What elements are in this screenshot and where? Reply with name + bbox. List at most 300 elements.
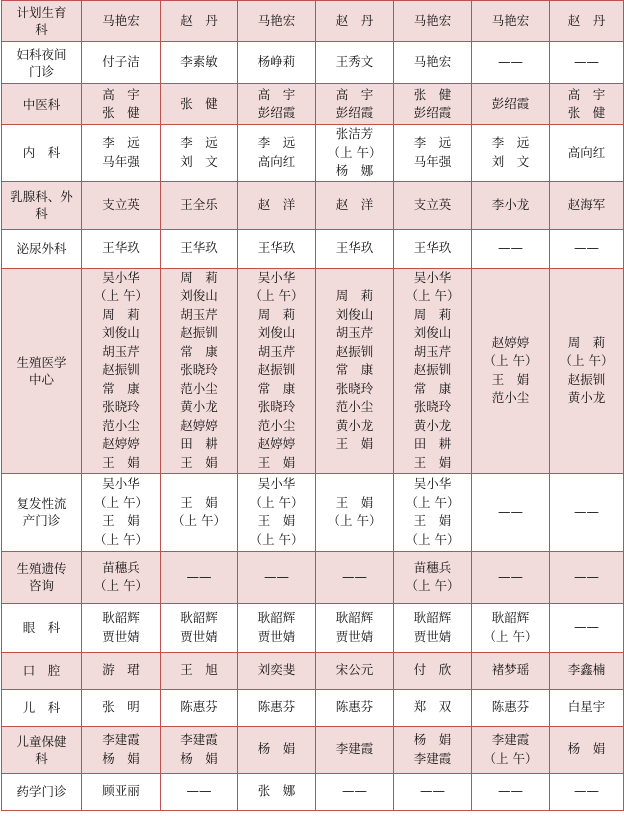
- department-name-line: 儿 科: [22, 700, 61, 715]
- schedule-cell: [238, 42, 316, 84]
- schedule-cell: [316, 773, 394, 810]
- department-cell: [2, 652, 82, 689]
- doctor-name-line: 张 健: [567, 105, 606, 120]
- doctor-name-line: （上 午）: [249, 531, 304, 547]
- doctor-name-line: 付子洁: [102, 54, 140, 70]
- doctor-name-line: 彭绍霞: [257, 105, 296, 120]
- doctor-name-line: 李建霞: [491, 732, 530, 747]
- schedule-cell: [550, 652, 624, 689]
- department-name-line: 眼 科: [22, 620, 61, 635]
- doctor-name-line: 李建霞: [180, 732, 218, 747]
- doctor-name-line: 李建霞: [102, 732, 140, 747]
- schedule-cell: [394, 773, 472, 810]
- doctor-name-line: 张晓玲: [335, 380, 374, 396]
- doctor-name-line: 赵婷婷: [257, 436, 296, 452]
- schedule-cell: [550, 125, 624, 182]
- doctor-name-line: 胡玉芹: [102, 343, 140, 359]
- table-row: [2, 181, 624, 229]
- doctor-name-line: 王 娟: [335, 436, 374, 452]
- doctor-name-line: 王 旭: [180, 662, 218, 678]
- doctor-name-line: 张 健: [180, 95, 218, 111]
- doctor-name-line: 王 娟: [257, 513, 296, 528]
- schedule-cell: [394, 473, 472, 551]
- schedule-cell: [82, 652, 161, 689]
- schedule-cell: [161, 551, 238, 603]
- doctor-name-line: ——: [498, 783, 523, 799]
- doctor-name-line: 王全乐: [180, 196, 218, 212]
- schedule-cell: [161, 1, 238, 42]
- table-row: [2, 42, 624, 84]
- schedule-cell: [82, 689, 161, 726]
- doctor-name-line: 胡玉芹: [335, 325, 374, 341]
- schedule-cell: [238, 125, 316, 182]
- schedule-cell: [550, 181, 624, 229]
- table-row: [2, 773, 624, 810]
- doctor-name-line: 李 远: [491, 135, 530, 151]
- schedule-cell: [82, 726, 161, 773]
- department-cell: [2, 551, 82, 603]
- table-row: [2, 125, 624, 182]
- department-cell: [2, 181, 82, 229]
- doctor-name-line: 张 健: [413, 86, 452, 102]
- doctor-name-line: 马艳宏: [413, 54, 452, 70]
- schedule-cell: [238, 773, 316, 810]
- doctor-name-line: 张晓玲: [102, 399, 140, 415]
- doctor-name-line: 赵 洋: [335, 196, 374, 212]
- schedule-cell: [238, 726, 316, 773]
- doctor-name-line: 吴小华: [102, 476, 140, 491]
- doctor-name-line: 刘俊山: [335, 306, 374, 322]
- schedule-cell: [238, 652, 316, 689]
- doctor-name-line: 吴小华: [413, 476, 452, 491]
- schedule-cell: [394, 1, 472, 42]
- table-row: [2, 473, 624, 551]
- doctor-name-line: 耿韶辉: [413, 610, 452, 625]
- schedule-cell: [316, 473, 394, 551]
- doctor-name-line: （上 午）: [405, 578, 460, 593]
- doctor-name-line: （上 午）: [172, 513, 226, 528]
- doctor-name-line: 陈惠芬: [257, 699, 296, 715]
- department-cell: [2, 773, 82, 810]
- department-name-line: 药学门诊: [16, 784, 67, 799]
- department-name-line: 计划生育: [16, 5, 67, 20]
- doctor-name-line: 赵振钏: [413, 362, 452, 378]
- doctor-name-line: ——: [574, 783, 599, 799]
- doctor-name-line: 马艳宏: [102, 12, 140, 28]
- doctor-name-line: 耿韶辉: [180, 610, 218, 625]
- doctor-name-line: 高 宇: [102, 86, 140, 102]
- table-row: [2, 1, 624, 42]
- doctor-name-line: 赵婷婷: [180, 417, 218, 433]
- doctor-name-line: 贾世婧: [257, 628, 296, 644]
- schedule-cell: [316, 268, 394, 473]
- doctor-name-line: 王 娟: [335, 494, 374, 510]
- doctor-name-line: 苗穗兵: [413, 559, 452, 575]
- department-cell: [2, 42, 82, 84]
- doctor-name-line: 赵 洋: [257, 196, 296, 212]
- doctor-name-line: 张 娜: [257, 783, 296, 799]
- doctor-name-line: 耿韶辉: [491, 610, 530, 625]
- doctor-name-line: 常 康: [102, 380, 140, 396]
- doctor-name-line: 吴小华: [257, 476, 296, 491]
- department-name-line: 内 科: [22, 145, 61, 161]
- doctor-name-line: 马年强: [413, 153, 452, 169]
- department-cell: [2, 229, 82, 268]
- department-cell: [2, 603, 82, 652]
- doctor-name-line: ——: [574, 619, 599, 635]
- doctor-name-line: 周 莉: [102, 306, 140, 322]
- schedule-cell: [238, 84, 316, 125]
- doctor-name-line: 范小尘: [102, 417, 140, 433]
- schedule-cell: [550, 473, 624, 551]
- doctor-name-line: 高 宇: [257, 86, 296, 102]
- doctor-name-line: 杨 娟: [180, 750, 218, 766]
- schedule-cell: [161, 652, 238, 689]
- doctor-name-line: 赵振钏: [180, 325, 218, 341]
- table-row: [2, 551, 624, 603]
- doctor-name-line: 李建霞: [413, 750, 452, 766]
- doctor-name-line: 田 耕: [413, 436, 452, 452]
- doctor-name-line: 刘俊山: [257, 325, 296, 341]
- schedule-cell: [82, 84, 161, 125]
- doctor-name-line: ——: [498, 503, 523, 519]
- doctor-name-line: 张 健: [102, 105, 140, 120]
- doctor-name-line: 高 宇: [567, 86, 606, 102]
- schedule-cell: [472, 181, 550, 229]
- doctor-name-line: （上 午）: [405, 531, 460, 547]
- doctor-name-line: 王华玖: [413, 240, 452, 256]
- doctor-name-line: 刘俊山: [180, 288, 218, 304]
- doctor-name-line: ——: [342, 783, 367, 799]
- schedule-cell: [550, 268, 624, 473]
- department-name-line: 咨询: [28, 578, 54, 593]
- schedule-cell: [550, 84, 624, 125]
- department-name-line: 中医科: [22, 96, 61, 112]
- doctor-name-line: ——: [342, 568, 367, 584]
- doctor-name-line: 胡玉芹: [413, 343, 452, 359]
- schedule-cell: [472, 125, 550, 182]
- doctor-name-line: 顾亚丽: [102, 783, 140, 799]
- doctor-name-line: 高 宇: [335, 86, 374, 102]
- schedule-cell: [550, 726, 624, 773]
- doctor-name-line: 黄小龙: [335, 417, 374, 433]
- doctor-name-line: 王 娟: [102, 454, 140, 470]
- department-name-line: 生殖医学: [16, 354, 67, 370]
- schedule-cell: [316, 181, 394, 229]
- schedule-cell: [394, 652, 472, 689]
- doctor-name-line: 陈惠芬: [335, 699, 374, 715]
- doctor-name-line: ——: [574, 568, 599, 584]
- schedule-cell: [161, 689, 238, 726]
- doctor-name-line: 李 远: [257, 135, 296, 151]
- doctor-name-line: 耿韶辉: [102, 610, 140, 625]
- doctor-name-line: 王秀文: [335, 54, 374, 70]
- schedule-cell: [161, 181, 238, 229]
- doctor-name-line: 黄小龙: [413, 417, 452, 433]
- table-row: [2, 84, 624, 125]
- doctor-name-line: 高向红: [567, 144, 606, 160]
- doctor-name-line: ——: [498, 54, 523, 70]
- doctor-name-line: 贾世婧: [180, 628, 218, 644]
- doctor-name-line: 赵 丹: [335, 12, 374, 28]
- doctor-name-line: 王 娟: [413, 513, 452, 528]
- doctor-name-line: 赵婷婷: [491, 334, 530, 350]
- schedule-cell: [316, 689, 394, 726]
- doctor-name-line: 刘俊山: [102, 325, 140, 341]
- department-name-line: 门诊: [28, 63, 54, 79]
- doctor-name-line: 周 莉: [413, 306, 452, 322]
- doctor-name-line: （上 午）: [483, 628, 538, 644]
- schedule-cell: [550, 551, 624, 603]
- doctor-name-line: 耿韶辉: [335, 610, 374, 625]
- doctor-name-line: 王 娟: [413, 454, 452, 470]
- table-row: [2, 268, 624, 473]
- department-cell: [2, 84, 82, 125]
- doctor-name-line: 周 莉: [567, 334, 606, 350]
- schedule-cell: [316, 551, 394, 603]
- schedule-cell: [316, 84, 394, 125]
- schedule-cell: [550, 689, 624, 726]
- schedule-cell: [238, 603, 316, 652]
- doctor-name-line: 张晓玲: [257, 399, 296, 415]
- doctor-name-line: （上 午）: [249, 494, 304, 510]
- schedule-cell: [472, 1, 550, 42]
- schedule-cell: [550, 603, 624, 652]
- schedule-cell: [316, 652, 394, 689]
- doctor-name-line: 赵振钏: [257, 362, 296, 378]
- doctor-name-line: 贾世婧: [413, 628, 452, 644]
- schedule-cell: [238, 473, 316, 551]
- schedule-cell: [161, 603, 238, 652]
- department-name-line: 产门诊: [22, 513, 61, 528]
- doctor-name-line: ——: [574, 240, 599, 256]
- schedule-cell: [316, 125, 394, 182]
- doctor-name-line: 吴小华: [413, 269, 452, 285]
- doctor-name-line: 付 欣: [413, 662, 452, 678]
- schedule-cell: [394, 84, 472, 125]
- doctor-name-line: （上 午）: [483, 353, 538, 368]
- doctor-name-line: 马年强: [102, 153, 140, 169]
- schedule-cell: [472, 268, 550, 473]
- doctor-name-line: （上 午）: [94, 578, 148, 593]
- doctor-name-line: 黄小龙: [567, 390, 606, 405]
- schedule-cell: [161, 229, 238, 268]
- schedule-cell: [161, 42, 238, 84]
- doctor-name-line: 王 娟: [491, 371, 530, 387]
- doctor-name-line: （上 午）: [405, 288, 460, 304]
- doctor-name-line: 范小尘: [491, 390, 530, 405]
- department-cell: [2, 125, 82, 182]
- doctor-name-line: 吴小华: [257, 269, 296, 285]
- doctor-name-line: 赵婷婷: [102, 436, 140, 452]
- doctor-name-line: 范小尘: [180, 380, 218, 396]
- doctor-name-line: 张洁芳: [335, 126, 374, 141]
- table-row: [2, 603, 624, 652]
- schedule-cell: [82, 229, 161, 268]
- department-name-line: 科: [35, 750, 48, 766]
- schedule-cell: [82, 125, 161, 182]
- doctor-name-line: 常 康: [335, 362, 374, 378]
- doctor-name-line: 周 莉: [335, 288, 374, 304]
- doctor-name-line: 范小尘: [335, 399, 374, 415]
- department-cell: [2, 473, 82, 551]
- doctor-name-line: 耿韶辉: [257, 610, 296, 625]
- schedule-cell: [238, 551, 316, 603]
- schedule-cell: [82, 603, 161, 652]
- schedule-cell: [394, 689, 472, 726]
- doctor-name-line: ——: [420, 783, 445, 799]
- doctor-name-line: 杨 娟: [413, 732, 452, 747]
- schedule-cell: [238, 1, 316, 42]
- doctor-name-line: 常 康: [257, 380, 296, 396]
- schedule-cell: [394, 181, 472, 229]
- schedule-cell: [82, 268, 161, 473]
- doctor-name-line: 杨峥莉: [257, 54, 296, 70]
- doctor-name-line: 王华玖: [335, 240, 374, 256]
- department-name-line: 妇科夜间: [16, 46, 67, 62]
- schedule-cell: [316, 42, 394, 84]
- department-name-line: 乳腺科、外: [10, 189, 73, 204]
- doctor-name-line: ——: [574, 503, 599, 519]
- doctor-name-line: 李 远: [102, 135, 140, 151]
- doctor-name-line: 田 耕: [180, 436, 218, 452]
- doctor-name-line: （上 午）: [405, 494, 460, 510]
- schedule-cell: [238, 689, 316, 726]
- doctor-name-line: 王华玖: [257, 240, 296, 256]
- schedule-cell: [472, 689, 550, 726]
- doctor-name-line: 胡玉芹: [180, 306, 218, 322]
- schedule-cell: [394, 603, 472, 652]
- schedule-cell: [316, 229, 394, 268]
- doctor-name-line: （上 午）: [327, 144, 382, 160]
- department-name-line: 科: [35, 22, 48, 37]
- schedule-cell: [472, 773, 550, 810]
- doctor-name-line: 王华玖: [102, 240, 140, 256]
- doctor-name-line: 张晓玲: [413, 399, 452, 415]
- department-name-line: 科: [35, 206, 48, 221]
- doctor-name-line: 贾世婧: [335, 628, 374, 644]
- doctor-name-line: 常 康: [180, 343, 218, 359]
- schedule-cell: [394, 551, 472, 603]
- doctor-name-line: （上 午）: [483, 750, 538, 766]
- doctor-name-line: 褚梦瑶: [491, 662, 530, 678]
- schedule-cell: [82, 42, 161, 84]
- doctor-name-line: 赵 丹: [180, 12, 218, 28]
- schedule-cell: [238, 268, 316, 473]
- doctor-name-line: 赵振钏: [567, 371, 606, 387]
- doctor-name-line: 赵振钏: [335, 343, 374, 359]
- doctor-name-line: ——: [498, 568, 523, 584]
- schedule-cell: [161, 726, 238, 773]
- doctor-name-line: 陈惠芬: [491, 699, 530, 715]
- schedule-cell: [394, 125, 472, 182]
- doctor-name-line: （上 午）: [327, 513, 382, 528]
- doctor-name-line: 范小尘: [257, 417, 296, 433]
- doctor-name-line: 刘 文: [180, 153, 218, 169]
- department-name-line: 复发性流: [16, 496, 67, 511]
- schedule-cell: [161, 84, 238, 125]
- doctor-name-line: 赵 丹: [567, 12, 606, 28]
- department-name-line: 儿童保健: [16, 733, 67, 749]
- table-row: [2, 726, 624, 773]
- doctor-name-line: 马艳宏: [257, 12, 296, 28]
- doctor-name-line: 李 远: [180, 135, 218, 151]
- schedule-cell: [472, 726, 550, 773]
- schedule-cell: [550, 1, 624, 42]
- schedule-cell: [394, 42, 472, 84]
- schedule-cell: [472, 603, 550, 652]
- doctor-name-line: 赵海军: [567, 196, 606, 212]
- doctor-name-line: 李建霞: [335, 741, 374, 757]
- doctor-name-line: 彭绍霞: [491, 95, 530, 111]
- doctor-name-line: 刘俊山: [413, 325, 452, 341]
- schedule-cell: [82, 473, 161, 551]
- doctor-name-line: 彭绍霞: [413, 105, 452, 120]
- doctor-name-line: 王 娟: [257, 454, 296, 470]
- doctor-name-line: 周 莉: [180, 269, 218, 285]
- doctor-name-line: 周 莉: [257, 306, 296, 322]
- doctor-name-line: （上 午）: [559, 353, 614, 368]
- department-cell: [2, 726, 82, 773]
- schedule-cell: [550, 42, 624, 84]
- doctor-name-line: （上 午）: [94, 288, 148, 304]
- schedule-cell: [161, 125, 238, 182]
- schedule-cell: [238, 229, 316, 268]
- table-row: [2, 229, 624, 268]
- department-name-line: 生殖遗传: [16, 561, 67, 576]
- doctor-name-line: 李素敏: [180, 54, 218, 70]
- schedule-cell: [161, 268, 238, 473]
- doctor-name-line: 吴小华: [102, 269, 140, 285]
- doctor-name-line: 马艳宏: [413, 12, 452, 28]
- doctor-name-line: 游 珺: [102, 662, 140, 678]
- doctor-name-line: （上 午）: [94, 531, 148, 547]
- doctor-name-line: 苗穗兵: [102, 559, 140, 575]
- doctor-name-line: ——: [186, 783, 212, 799]
- schedule-cell: [472, 473, 550, 551]
- doctor-name-line: 常 康: [413, 380, 452, 396]
- doctor-name-line: 杨 娟: [102, 750, 140, 766]
- schedule-cell: [394, 268, 472, 473]
- doctor-name-line: 彭绍霞: [335, 105, 374, 120]
- doctor-name-line: 王华玖: [180, 240, 218, 256]
- doctor-name-line: （上 午）: [94, 494, 148, 510]
- schedule-cell: [394, 726, 472, 773]
- doctor-name-line: 马艳宏: [491, 12, 530, 28]
- schedule-cell: [472, 84, 550, 125]
- doctor-name-line: （上 午）: [249, 288, 304, 304]
- department-name-line: 泌尿外科: [16, 241, 67, 256]
- doctor-name-line: 杨 娟: [567, 741, 606, 757]
- doctor-name-line: 白星宇: [567, 699, 606, 715]
- doctor-name-line: 支立英: [413, 196, 452, 212]
- doctor-name-line: 贾世婧: [102, 628, 140, 644]
- schedule-cell: [472, 229, 550, 268]
- doctor-name-line: 杨 娜: [335, 163, 374, 178]
- schedule-cell: [550, 773, 624, 810]
- department-name-line: 中心: [28, 371, 54, 387]
- schedule-cell: [472, 42, 550, 84]
- schedule-cell: [316, 1, 394, 42]
- doctor-name-line: 张晓玲: [180, 362, 218, 378]
- doctor-name-line: 刘奕斐: [257, 662, 296, 678]
- schedule-cell: [82, 1, 161, 42]
- schedule-cell: [238, 181, 316, 229]
- doctor-name-line: 支立英: [102, 196, 140, 212]
- doctor-name-line: 王 娟: [102, 513, 140, 528]
- schedule-cell: [394, 229, 472, 268]
- schedule-cell: [82, 181, 161, 229]
